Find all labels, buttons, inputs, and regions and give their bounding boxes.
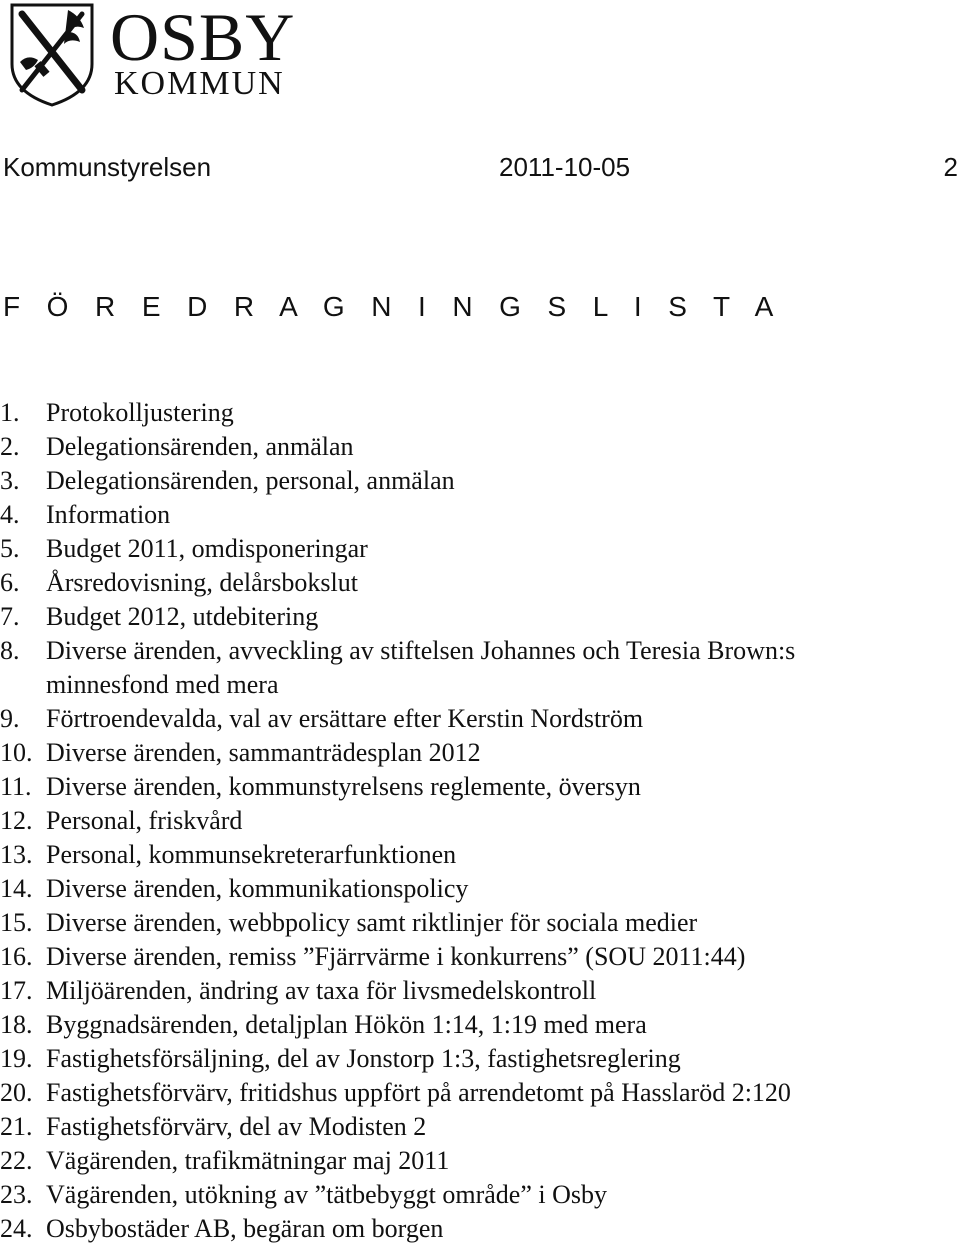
agenda-item: [0, 736, 795, 770]
agenda-item-text: Delegationsärenden, anmälan: [46, 432, 354, 461]
agenda-item-text: Diverse ärenden, remiss ”Fjärrvärme i konkurrens” (SOU 2011:44): [46, 942, 746, 971]
agenda-item-number: 3.: [0, 466, 20, 495]
agenda-item-text: Förtroendevalda, val av ersättare efter Kerstin Nordström: [46, 704, 644, 733]
agenda-item-number: 5.: [0, 534, 20, 563]
agenda-item-number: 4.: [0, 500, 20, 529]
agenda-item: [0, 804, 795, 838]
agenda-item-number: 21.: [0, 1112, 33, 1141]
agenda-item-text: Budget 2011, omdisponeringar: [46, 534, 368, 563]
agenda-item-text: Information: [46, 500, 171, 529]
agenda-item: [0, 634, 795, 702]
agenda-item-text: Osbybostäder AB, begäran om borgen: [46, 1214, 444, 1243]
agenda-item-text: Fastighetsförvärv, fritidshus uppfört på arrendetomt på Hasslaröd 2:120: [46, 1078, 791, 1107]
agenda-item-text: Vägärenden, trafikmätningar maj 2011: [46, 1146, 450, 1175]
agenda-item-number: 10.: [0, 738, 33, 767]
agenda-item-text: Protokolljustering: [46, 398, 234, 427]
osby-kommun-logo: [8, 2, 298, 107]
agenda-item: [0, 532, 795, 566]
agenda-item: [0, 872, 795, 906]
agenda-item: [0, 838, 795, 872]
agenda-item: [0, 1110, 795, 1144]
agenda-item: [0, 498, 795, 532]
agenda-item: [0, 1076, 795, 1110]
agenda-item-number: 1.: [0, 398, 20, 427]
agenda-item-number: 12.: [0, 806, 33, 835]
agenda-item-text: Diverse ärenden, sammanträdesplan 2012: [46, 738, 481, 767]
organization-name: Kommunstyrelsen: [3, 152, 212, 182]
meeting-date: 2011-10-05: [499, 152, 631, 182]
agenda-item-text: Fastighetsförsäljning, del av Jonstorp 1:3, fastighetsreglering: [46, 1044, 681, 1073]
brand-name: OSBY: [110, 0, 296, 75]
coat-of-arms-crest-icon: [8, 2, 96, 107]
agenda-item: [0, 940, 795, 974]
document-title: F Ö R E D R A G N I N G S L I S T A: [3, 291, 783, 322]
agenda-item-text: Årsredovisning, delårsbokslut: [46, 568, 358, 597]
agenda-item-number: 17.: [0, 976, 33, 1005]
agenda-item-number: 22.: [0, 1146, 33, 1175]
agenda-item-text: Miljöärenden, ändring av taxa för livsmedelskontroll: [46, 976, 597, 1005]
agenda-item-number: 7.: [0, 602, 20, 631]
agenda-item: [0, 430, 795, 464]
agenda-item-number: 13.: [0, 840, 33, 869]
brand-subtitle: KOMMUN: [114, 65, 285, 102]
agenda-item-number: 8.: [0, 636, 20, 665]
agenda-item: [0, 906, 795, 940]
agenda-item-text: Fastighetsförvärv, del av Modisten 2: [46, 1112, 427, 1141]
agenda-item: [0, 1008, 795, 1042]
agenda-item-number: 19.: [0, 1044, 33, 1073]
agenda-item-number: 24.: [0, 1214, 33, 1243]
agenda-item: [0, 1042, 795, 1076]
agenda-item: [0, 770, 795, 804]
agenda-item-text: Personal, friskvård: [46, 806, 243, 835]
agenda-item: [0, 464, 795, 498]
agenda-item-number: 11.: [0, 772, 32, 801]
agenda-item-text: Byggnadsärenden, detaljplan Hökön 1:14, 1:19 med mera: [46, 1010, 647, 1039]
agenda-item: [0, 702, 795, 736]
agenda-item-text: Diverse ärenden, avveckling av stiftelsen Johannes och Teresia Brown:s: [46, 636, 796, 665]
agenda-item: [0, 1212, 795, 1246]
agenda-item-number: 20.: [0, 1078, 33, 1107]
agenda-item-number: 15.: [0, 908, 33, 937]
agenda-item: [0, 1144, 795, 1178]
agenda-list: [0, 396, 795, 1246]
agenda-item-text: Diverse ärenden, kommunikationspolicy: [46, 874, 469, 903]
document-header: [3, 150, 958, 184]
agenda-item-text: Delegationsärenden, personal, anmälan: [46, 466, 455, 495]
agenda-item-number: 2.: [0, 432, 20, 461]
agenda-item-number: 23.: [0, 1180, 33, 1209]
page-number: 2: [943, 152, 958, 182]
agenda-item: [0, 1178, 795, 1212]
agenda-item-number: 18.: [0, 1010, 33, 1039]
agenda-item-text: Diverse ärenden, webbpolicy samt riktlinjer för sociala medier: [46, 908, 698, 937]
agenda-item-number: 14.: [0, 874, 33, 903]
agenda-item-text: Budget 2012, utdebitering: [46, 602, 319, 631]
agenda-item-text: Personal, kommunsekreterarfunktionen: [46, 840, 457, 869]
agenda-item-text: Diverse ärenden, kommunstyrelsens reglemente, översyn: [46, 772, 641, 801]
agenda-item-text: Vägärenden, utökning av ”tätbebyggt område” i Osby: [46, 1180, 607, 1209]
agenda-item: [0, 974, 795, 1008]
agenda-item: [0, 600, 795, 634]
agenda-item: [0, 396, 795, 430]
agenda-item-number: 6.: [0, 568, 20, 597]
agenda-item-text-continued: minnesfond med mera: [46, 670, 279, 699]
agenda-item-number: 9.: [0, 704, 20, 733]
agenda-item: [0, 566, 795, 600]
agenda-item-number: 16.: [0, 942, 33, 971]
